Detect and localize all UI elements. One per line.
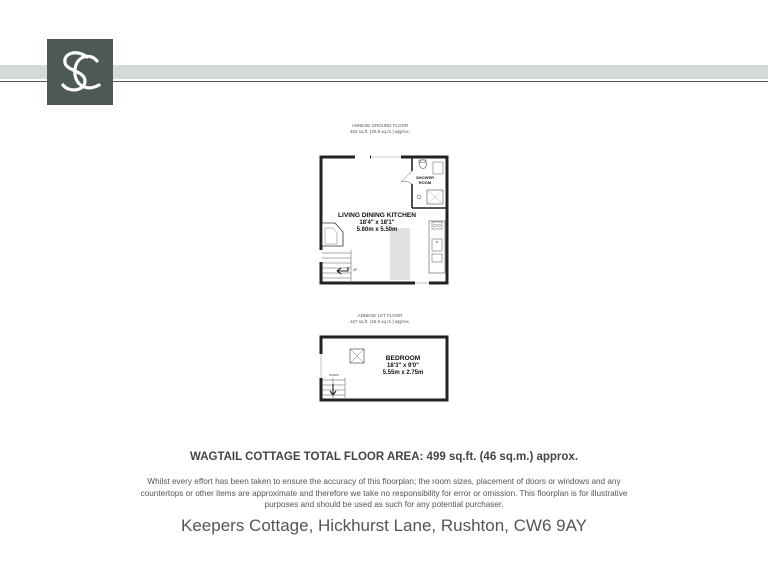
ground-floor-area: 332 sq.ft. (30.8 sq.m.) approx.: [349, 128, 411, 134]
ground-floor-title: [300, 123, 460, 134]
bedroom-imperial: 18'3" x 9'0": [387, 363, 419, 369]
sc-monogram-icon: [47, 39, 113, 105]
total-floor-area: WAGTAIL COTTAGE TOTAL FLOOR AREA: 499 sq.ft. (46 sq.m.) approx.: [189, 451, 579, 463]
property-address: Keepers Cottage, Hickhurst Lane, Rushton, CW6 9AY: [181, 516, 587, 535]
first-floor-title: [300, 313, 460, 324]
first-floor-name: ANNEXE 1ST FLOOR: [357, 313, 403, 318]
shower-room-label-2: ROOM: [418, 180, 432, 185]
ground-stair-label: UP: [353, 268, 358, 272]
ground-floor-name: ANNEXE GROUND FLOOR: [351, 123, 409, 128]
ground-floor-plan: [315, 150, 455, 290]
first-floor-area: 167 sq.ft. (15.5 sq.m.) approx.: [349, 318, 411, 324]
bedroom-label: BEDROOM: [385, 355, 421, 362]
disclaimer-text: Whilst every effort has been taken to ensure the accuracy of this floorplan; the room sizes, placement of doors or windows and any countertops or other items are approximate and therefore we take no responsibility for error or omission. This floorplan is for illustrative purposes and should be used as such for any potential purchaser.: [140, 477, 628, 509]
first-floor-outer-wall: [321, 337, 447, 400]
first-stair-label: DOWN: [329, 373, 339, 377]
living-dining-kitchen-metric: 5.60m x 5.50m: [356, 227, 398, 233]
agency-logo: [47, 39, 113, 105]
kitchen-island: [390, 228, 410, 280]
bedroom-metric: 5.55m x 2.75m: [382, 370, 424, 376]
header-divider: [0, 81, 768, 82]
living-dining-kitchen-label: LIVING DINING KITCHEN: [337, 212, 417, 219]
shower-room-label: SHOWER: [416, 175, 434, 180]
first-floor-plan: [315, 332, 455, 404]
living-dining-kitchen-imperial: 18'4" x 18'1": [359, 220, 395, 226]
header-band: [0, 65, 768, 79]
